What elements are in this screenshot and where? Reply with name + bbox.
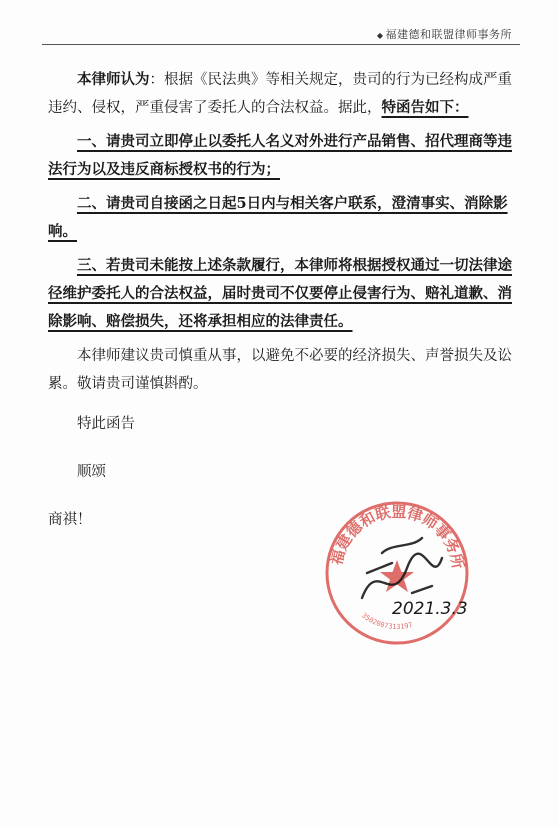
demand-point-3: 三、若贵司未能按上述条款履行，本律师将根据授权通过一切法律途径维护委托人的合法权益，届时贵司不仅要停止侵害行为、赔礼道歉、消除影响、赔偿损失，还将承担相应的法律责任。	[48, 257, 512, 330]
closing-line-2: 顺颂	[77, 464, 106, 480]
seal-firm-text: 福建德和联盟律师事务所	[327, 502, 468, 571]
signature-date: 2021.3.3	[392, 599, 468, 619]
intro-rest: ：根据《民法典》等相关规定，贵司的行为已经构成严重违约、侵权，严重侵害了委托人的合法权益。据此，	[48, 72, 512, 116]
firm-seal	[322, 498, 472, 648]
closing-line-1: 特此函告	[77, 416, 135, 432]
letterhead-firm	[377, 26, 512, 42]
signature-scribble	[362, 538, 442, 598]
demand-point-1: 一、请贵司立即停止以委托人名义对外进行产品销售、招代理商等违法行为以及违反商标授权书的行为；	[48, 133, 512, 178]
diamond-icon: ◆	[376, 31, 384, 40]
seal-code: 3502007313197	[360, 611, 414, 632]
intro-notice: 特函告如下：	[381, 99, 469, 116]
closing-line-3: 商祺！	[48, 512, 92, 528]
intro-lead: 本律师认为	[77, 71, 150, 88]
intro-paragraph	[48, 66, 518, 122]
demand-point-2: 二、请贵司自接函之日起5日内与相关客户联系，澄清事实、消除影响。	[48, 195, 508, 240]
advice-paragraph: 本律师建议贵司慎重从事，以避免不必要的经济损失、声誉损失及讼累。敬请贵司谨慎斟酌。	[48, 348, 512, 392]
firm-name: 福建德和联盟律师事务所	[385, 28, 512, 41]
header-divider	[42, 44, 520, 45]
letter-body	[48, 66, 518, 534]
